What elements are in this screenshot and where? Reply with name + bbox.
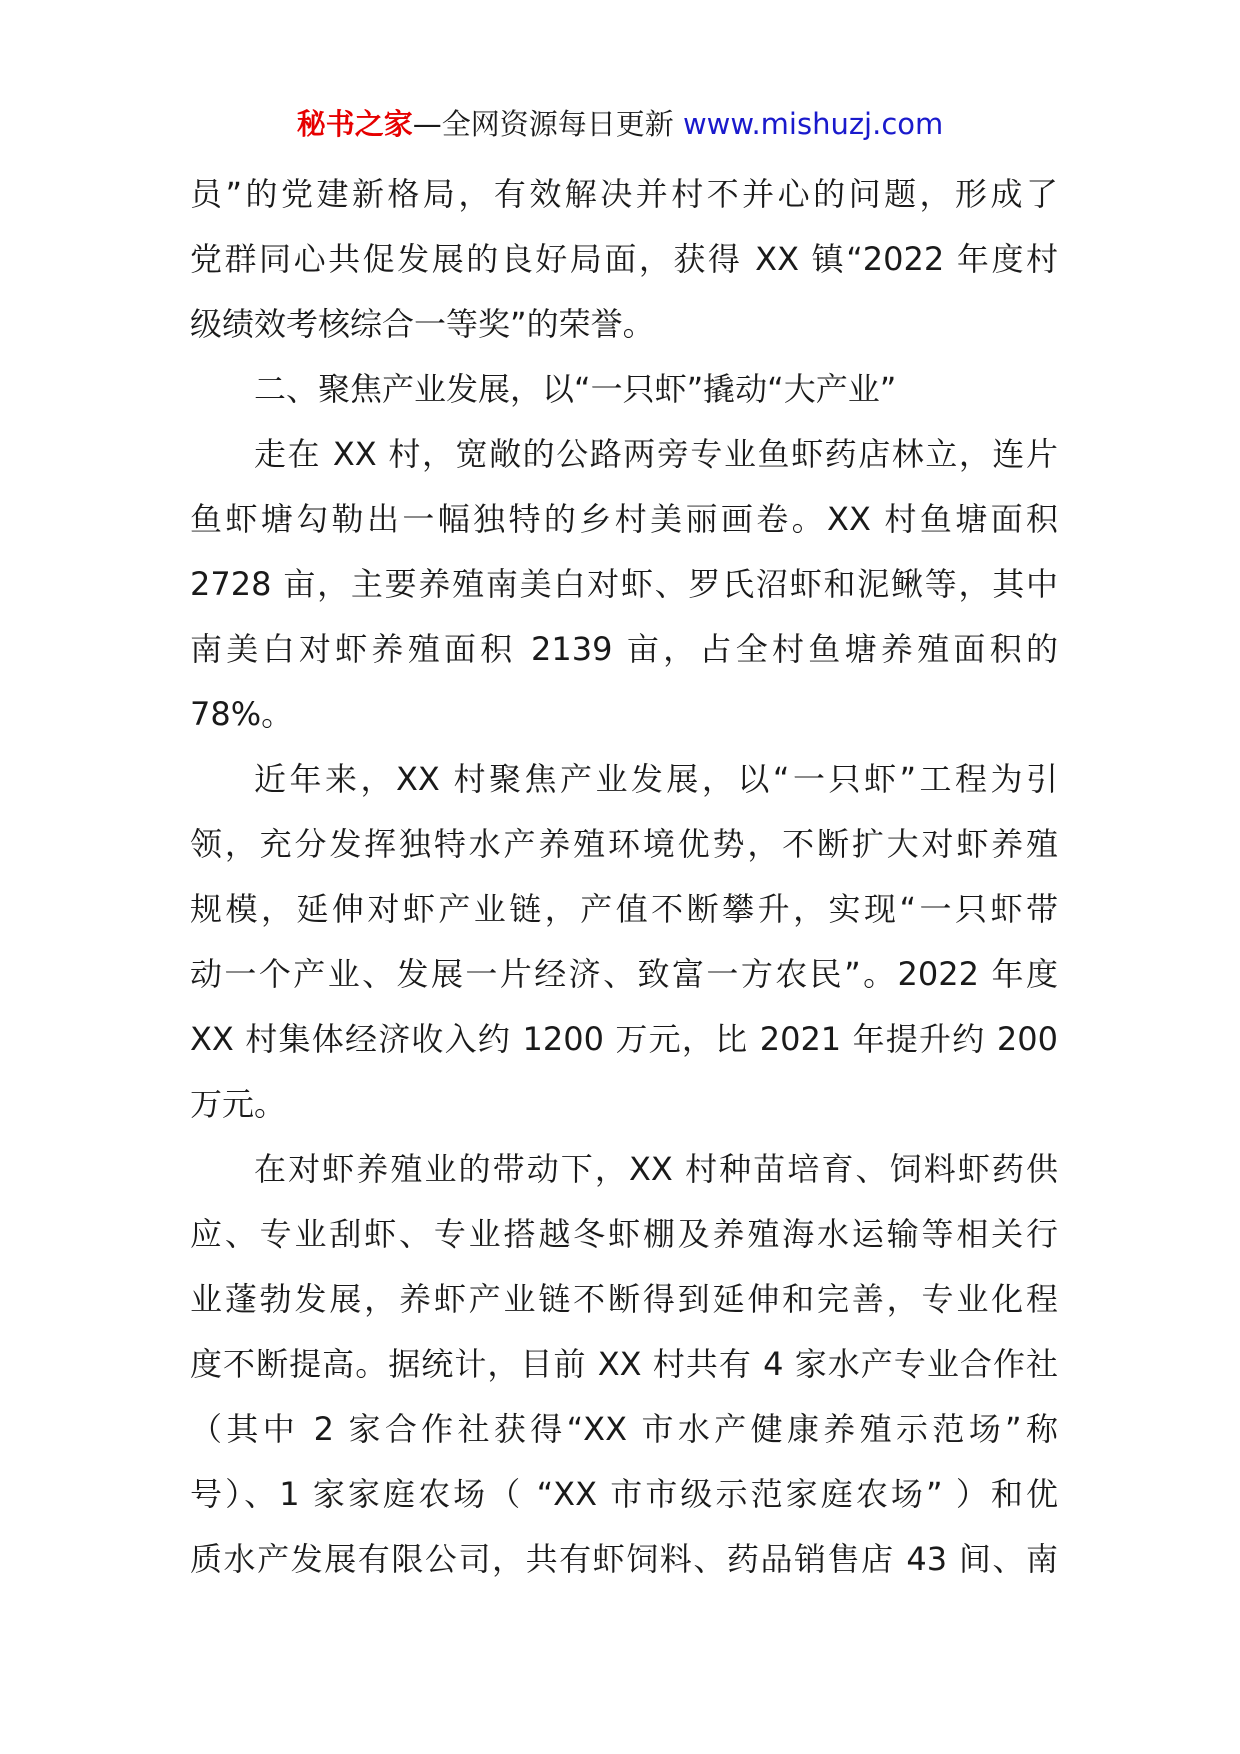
text-line: 业蓬勃发展，养虾产业链不断得到延伸和完善，专业化程 xyxy=(190,1280,1058,1318)
text-line: 员”的党建新格局，有效解决并村不并心的问题，形成了 xyxy=(190,175,1058,213)
document-body xyxy=(190,162,1058,1592)
text-line: 动一个产业、发展一片经济、致富一方农民”。2022 年度 xyxy=(190,955,1058,993)
text-line: 78%。 xyxy=(190,695,294,733)
brand-name: 秘书之家 xyxy=(296,107,413,141)
text-line: 在对虾养殖业的带动下，XX 村种苗培育、饲料虾药供 xyxy=(254,1150,1058,1188)
text-line: 近年来，XX 村聚焦产业发展，以“一只虾”工程为引 xyxy=(254,760,1058,798)
text-line: （其中 2 家合作社获得“XX 市水产健康养殖示范场”称 xyxy=(190,1410,1058,1448)
text-line: 2728 亩，主要养殖南美白对虾、罗氏沼虾和泥鳅等，其中 xyxy=(190,565,1058,603)
text-line: 领，充分发挥独特水产养殖环境优势，不断扩大对虾养殖 xyxy=(190,825,1058,863)
text-line: 号）、1 家家庭农场（ “XX 市市级示范家庭农场” ）和优 xyxy=(190,1475,1058,1513)
text-line: 质水产发展有限公司，共有虾饲料、药品销售店 43 间、南 xyxy=(190,1540,1058,1578)
text-line: 级绩效考核综合一等奖”的荣誉。 xyxy=(190,305,655,343)
site-header xyxy=(0,104,1240,144)
text-line: XX 村集体经济收入约 1200 万元，比 2021 年提升约 200 xyxy=(190,1020,1058,1058)
text-line: 规模，延伸对虾产业链，产值不断攀升，实现“一只虾带 xyxy=(190,890,1058,928)
section-heading: 二、聚焦产业发展，以“一只虾”撬动“大产业” xyxy=(254,370,897,408)
text-line: 走在 XX 村，宽敞的公路两旁专业鱼虾药店林立，连片 xyxy=(254,435,1058,473)
text-line: 鱼虾塘勾勒出一幅独特的乡村美丽画卷。XX 村鱼塘面积 xyxy=(190,500,1058,538)
text-line: 党群同心共促发展的良好局面，获得 XX 镇“2022 年度村 xyxy=(190,240,1058,278)
text-line: 度不断提高。据统计，目前 XX 村共有 4 家水产专业合作社 xyxy=(190,1345,1058,1383)
text-line: 应、专业刮虾、专业搭越冬虾棚及养殖海水运输等相关行 xyxy=(190,1215,1058,1253)
text-line: 万元。 xyxy=(190,1085,287,1123)
header-tagline: —全网资源每日更新 xyxy=(412,107,683,141)
text-line: 南美白对虾养殖面积 2139 亩，占全村鱼塘养殖面积的 xyxy=(190,630,1058,668)
site-url[interactable]: www.mishuzj.com xyxy=(682,107,944,141)
